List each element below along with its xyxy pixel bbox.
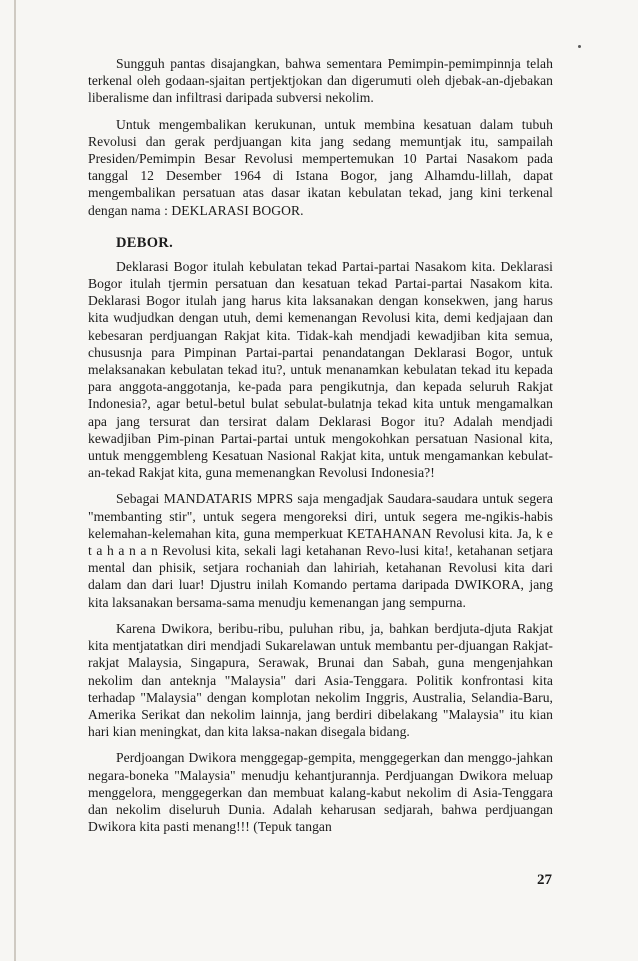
page-number: 27 bbox=[537, 872, 552, 888]
paragraph: Sebagai MANDATARIS MPRS saja mengadjak Saudara-saudara untuk segera "membanting stir", untuk segera mengoreksi diri, untuk segera me-ngikis-habis kelemahan-kelemahan kita, guna memperkuat KETAHANAN Revolusi kita. Ja, k e t a h a n a n Revolusi kita, sekali lagi ketahanan Revo-lusi kita!, ketahanan setjara mental dan phisik, setjara rochaniah dan lahiriah, ketahanan Revolusi kita dari dalam dan dari luar! Djustru inilah Komando pertama daripada DWIKORA, jang kita laksanakan bersama-sama menudju kemenangan jang sempurna. bbox=[88, 491, 553, 610]
scan-binding-edge bbox=[14, 0, 16, 961]
document-page bbox=[88, 55, 553, 844]
paragraph: Sungguh pantas disajangkan, bahwa sementara Pemimpin-pemimpinnja telah terkenal oleh godaan-sjaitan pertjektjokan dan digerumuti oleh djebak-an-djebakan liberalisme dan infiltrasi daripada subversi nekolim. bbox=[88, 56, 553, 106]
paragraph: Deklarasi Bogor itulah kebulatan tekad Partai-partai Nasakom kita. Deklarasi Bogor itulah tjermin persatuan dan kesatuan tekad Partai-partai Nasakom kita. Deklarasi Bogor itulah jang harus kita laksanakan dengan konsekwen, jang harus kita wudjudkan dengan utuh, demi kemenangan Revolusi kita, demi kedjajaan dan kebesaran perdjuangan Rakjat kita. Tidak-kah mendjadi kewadjiban kita semua, chususnja para Pimpinan Partai-partai penandatangan Deklarasi Bogor, untuk melaksanakan kebulatan tekad itu?, untuk menanamkan kebulatan tekad itu kepada para anggota-anggotanja, ke-pada para pengikutnja, dan kepada seluruh Rakjat Indonesia?, agar betul-betul bulat sebulat-bulatnja tekad kita untuk mengamalkan apa jang tersurat dan tersirat dalam Deklarasi Bogor itu? Adalah mendjadi kewadjiban Pim-pinan Partai-partai untuk mengokohkan persatuan Nasional kita, untuk menggembleng Kesatuan Nasional Rakjat kita, untuk mengamankan kebulat-an-tekad Rakjat kita, guna memenangkan Revolusi Indonesia?! bbox=[88, 258, 553, 481]
section-heading: DEBOR. bbox=[116, 234, 173, 251]
paragraph: Untuk mengembalikan kerukunan, untuk membina kesatuan dalam tubuh Revolusi dan gerak perdjuangan kita jang sedang memuntjak itu, sampailah Presiden/Pemimpin Besar Revolusi mempertemukan 10 Partai Nasakom pada tanggal 12 Desember 1964 di Istana Bogor, jang Alhamdu-lillah, dapat mengembalikan persatuan atas dasar ikatan kebulatan tekad, jang kini terkenal dengan nama : DEKLARASI BOGOR. bbox=[88, 116, 553, 218]
scan-speck bbox=[578, 45, 581, 48]
paragraph: Perdjoangan Dwikora menggegap-gempita, menggegerkan dan menggo-jahkan negara-boneka "Malaysia" menudju kehantjurannja. Perdjuangan Dwikora meluap menggelora, menggegerkan dan membuat kalang-kabut nekolim di Asia-Tenggara dan nekolim diseluruh Dunia. Adalah keharusan sedjarah, bahwa perdjuangan Dwikora kita pasti menang!!! (Tepuk tangan bbox=[88, 750, 553, 835]
paragraph: Karena Dwikora, beribu-ribu, puluhan ribu, ja, bahkan berdjuta-djuta Rakjat kita mentjatatkan diri mendjadi Sukarelawan untuk membantu per-djuangan Rakjat-rakjat Malaysia, Singapura, Serawak, Brunai dan Sabah, guna mengenjahkan nekolim dan anteknja "Malaysia" dari Asia-Tenggara. Politik konfrontasi kita terhadap "Malaysia" dengan komplotan nekolim Inggris, Australia, Selandia-Baru, Amerika Serikat dan nekolim lainnja, jang berdiri dibelakang "Malaysia" itu kian hari kian meningkat, dan kita laksa-nakan disegala bidang. bbox=[88, 620, 553, 740]
